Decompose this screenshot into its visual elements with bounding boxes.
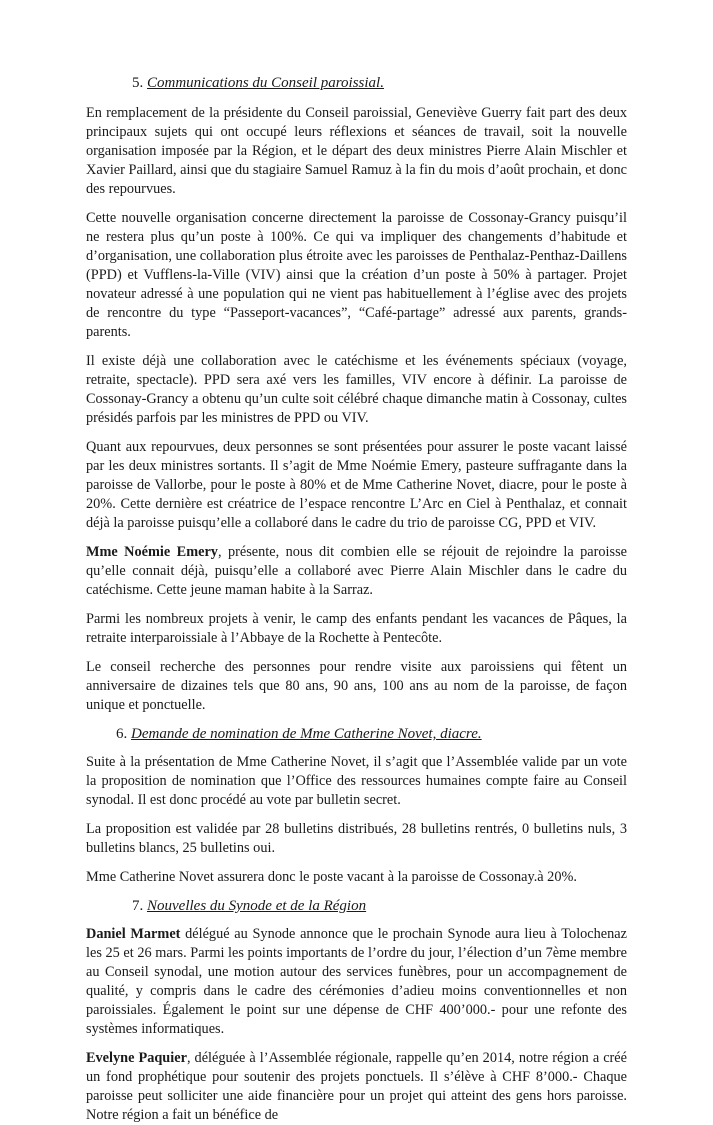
person-name: Mme Noémie Emery — [86, 544, 218, 560]
section-heading-7 — [86, 897, 627, 915]
section-title: Nouvelles du Synode et de la Région — [147, 898, 367, 914]
paragraph-text: délégué au Synode annonce que le prochain Synode aura lieu à Tolochenaz les 25 et 26 mars. Parmi les points importants de l’ordre du jour, l’élection d’un 7ème membre au Conseil synodal, une motion autour des services funèbres, pour un accompagnement de qualité, y compris dans le cadre des cérémonies d’adieu moins conventionnelles et non paroissiales. Également le point sur une dépense de CHF 400’000.- pour une refonte des systèmes informatiques. — [86, 926, 627, 1037]
section-title: Communications du Conseil paroissial. — [147, 75, 384, 91]
paragraph: Quant aux repourvues, deux personnes se sont présentées pour assurer le poste vacant laissé par les deux ministres sortants. Il s’agit de Mme Noémie Emery, pasteure suffragante dans la paroisse de Vallorbe, pour le poste à 80% et de Mme Catherine Novet, diacre, pour le poste à 20%. Cette dernière est créatrice de l’espace rencontre L’Arc en Ciel à Penthalaz, et connait déjà la paroisse puisqu’elle a collaboré dans le cadre du trio de paroisse CG, PPD et VIV. — [86, 439, 627, 531]
section-heading-6 — [86, 725, 627, 743]
person-name: Evelyne Paquier — [86, 1050, 187, 1066]
paragraph: Mme Catherine Novet assurera donc le poste vacant à la paroisse de Cossonay.à 20%. — [86, 869, 577, 885]
paragraph: Cette nouvelle organisation concerne directement la paroisse de Cossonay-Grancy puisqu’il ne restera plus qu’un poste à 100%. Ce qui va impliquer des changements d’habitude et d’organisation, une collaboration plus étroite avec les paroisses de Penthalaz-Penthaz-Daillens (PPD) et Vufflens-la-Ville (VIV) ainsi que la création d’un poste à 50% à partager. Projet novateur adressé à une population qui ne vient pas habituellement à l’église avec des projets de rencontre du type “Passeport-vacances”, “Café-partage” adressé aux parents, grands-parents. — [86, 210, 627, 340]
paragraph-text: , présente, nous dit combien elle se réjouit de rejoindre la paroisse qu’elle connait déjà, puisqu’elle a collaboré avec Pierre Alain Mischler dans le cadre du catéchisme. Cette jeune maman habite à la Sarraz. — [86, 544, 627, 598]
paragraph: La proposition est validée par 28 bulletins distribués, 28 bulletins rentrés, 0 bulletins nuls, 3 bulletins blancs, 25 bulletins oui. — [86, 821, 627, 856]
paragraph — [86, 1049, 627, 1125]
section-number: 6. — [116, 726, 128, 742]
paragraph: Parmi les nombreux projets à venir, le camp des enfants pendant les vacances de Pâques, la retraite interparoissiale à l’Abbaye de la Rochette à Pentecôte. — [86, 611, 627, 646]
paragraph: Le conseil recherche des personnes pour rendre visite aux paroissiens qui fêtent un anniversaire de dizaines tels que 80 ans, 90 ans, 100 ans au nom de la paroisse, de façon unique et ponctuelle. — [86, 659, 627, 713]
paragraph: Il existe déjà une collaboration avec le catéchisme et les événements spéciaux (voyage, retraite, spectacle). PPD sera axé vers les familles, VIV encore à définir. La paroisse de Cossonay-Grancy a obtenu qu’un culte soit célébré chaque dimanche matin à Cossonay, cultes présidés parfois par les ministres de PPD ou VIV. — [86, 353, 627, 426]
section-number: 5. — [132, 75, 144, 91]
paragraph — [86, 925, 627, 1039]
paragraph: Suite à la présentation de Mme Catherine Novet, il s’agit que l’Assemblée valide par un vote la proposition de nomination que l’Office des ressources humaines compte faire au Conseil synodal. Il est donc procédé au vote par bulletin secret. — [86, 754, 627, 808]
section-heading-5 — [86, 74, 627, 92]
paragraph-text: , déléguée à l’Assemblée régionale, rappelle qu’en 2014, notre région a créé un fond prophétique pour soutenir des projets ponctuels. Il s’élève à CHF 8’000.- Chaque paroisse peut solliciter une aide financière pour un projet qui atteint des gens hors paroisse. Notre région a fait un bénéfice de — [86, 1050, 627, 1123]
section-title: Demande de nomination de Mme Catherine Novet, diacre. — [131, 726, 482, 742]
paragraph — [86, 543, 627, 600]
paragraph: En remplacement de la présidente du Conseil paroissial, Geneviève Guerry fait part des deux principaux sujets qui ont occupé leurs réflexions et séances de travail, soit la nouvelle organisation imposée par la Région, et le départ des deux ministres Pierre Alain Mischler et Xavier Paillard, ainsi que du stagiaire Samuel Ramuz à la fin du mois d’août prochain, et donc des repourvues. — [86, 105, 627, 197]
person-name: Daniel Marmet — [86, 926, 181, 942]
section-number: 7. — [132, 898, 144, 914]
